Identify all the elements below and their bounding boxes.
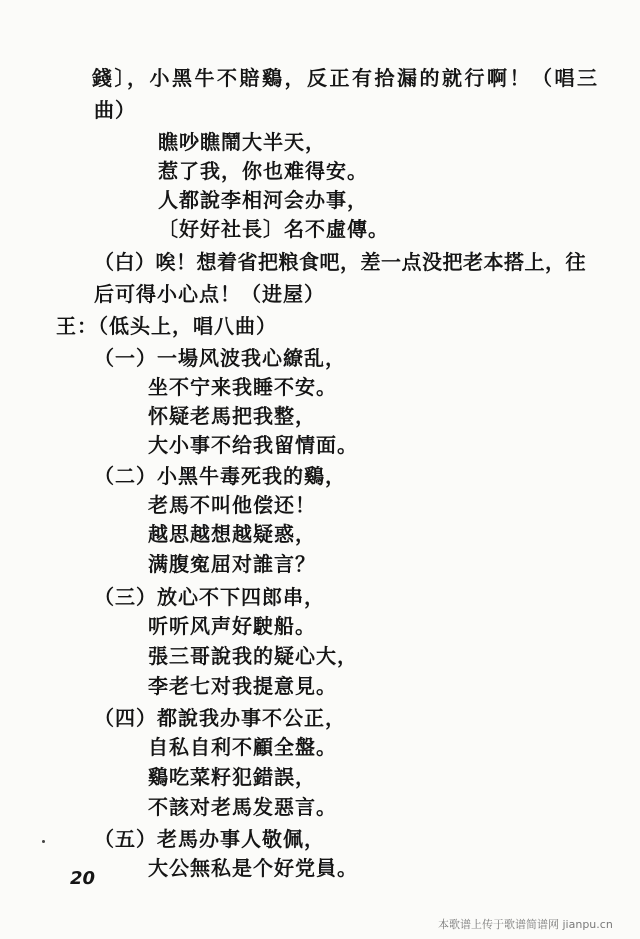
text-line-14: （二）小黑牛毒死我的鷄，: [94, 464, 346, 488]
text-line-6: 〔好好社長〕名不虛傳。: [158, 217, 389, 241]
text-line-22: （四）都說我办事不公正，: [94, 706, 346, 730]
text-line-11: 坐不宁来我睡不安。: [148, 375, 337, 399]
text-line-15: 老馬不叫他偿还！: [148, 493, 316, 517]
text-line-7: （白）唉！想着省把粮食吧，差一点没把老本搭上，往: [94, 250, 586, 274]
text-line-24: 鷄吃菜籽犯錯誤，: [148, 765, 316, 789]
text-line-21: 李老七对我提意見。: [148, 674, 337, 698]
scan-speck: [42, 840, 45, 843]
text-line-2: 曲）: [94, 98, 136, 122]
site-watermark: 本歌谱上传于歌谱简谱网 jianpu.cn: [438, 918, 613, 931]
text-line-1: 錢〕，小黑牛不賠鷄，反正有拾漏的就行啊！（唱三: [92, 66, 600, 90]
text-line-17: 满腹寃屈对誰言？: [148, 552, 316, 576]
text-line-12: 怀疑老馬把我整，: [148, 404, 316, 428]
text-line-13: 大小事不给我留情面。: [148, 433, 358, 457]
text-line-20: 張三哥說我的疑心大，: [148, 644, 358, 668]
text-line-10: （一）一場风波我心繚乱，: [94, 346, 346, 370]
page-number: 20: [70, 868, 96, 889]
text-line-3: 瞧吵瞧鬧大半天，: [158, 130, 326, 154]
text-line-23: 自私自利不顧全盤。: [148, 735, 337, 759]
text-line-27: 大公無私是个好党員。: [148, 856, 358, 880]
text-line-8: 后可得小心点！（进屋）: [94, 282, 325, 306]
text-line-9: 王：（低头上，唱八曲）: [56, 314, 277, 338]
text-line-5: 人都說李相河会办事，: [158, 188, 368, 212]
text-line-25: 不該对老馬发惡言。: [148, 795, 337, 819]
text-line-18: （三）放心不下四郎串，: [94, 585, 325, 609]
text-line-16: 越思越想越疑惑，: [148, 522, 316, 546]
text-line-26: （五）老馬办事人敬佩，: [94, 827, 325, 851]
text-line-4: 惹了我，你也难得安。: [158, 159, 368, 183]
text-line-19: 听听风声好駛船。: [148, 614, 316, 638]
